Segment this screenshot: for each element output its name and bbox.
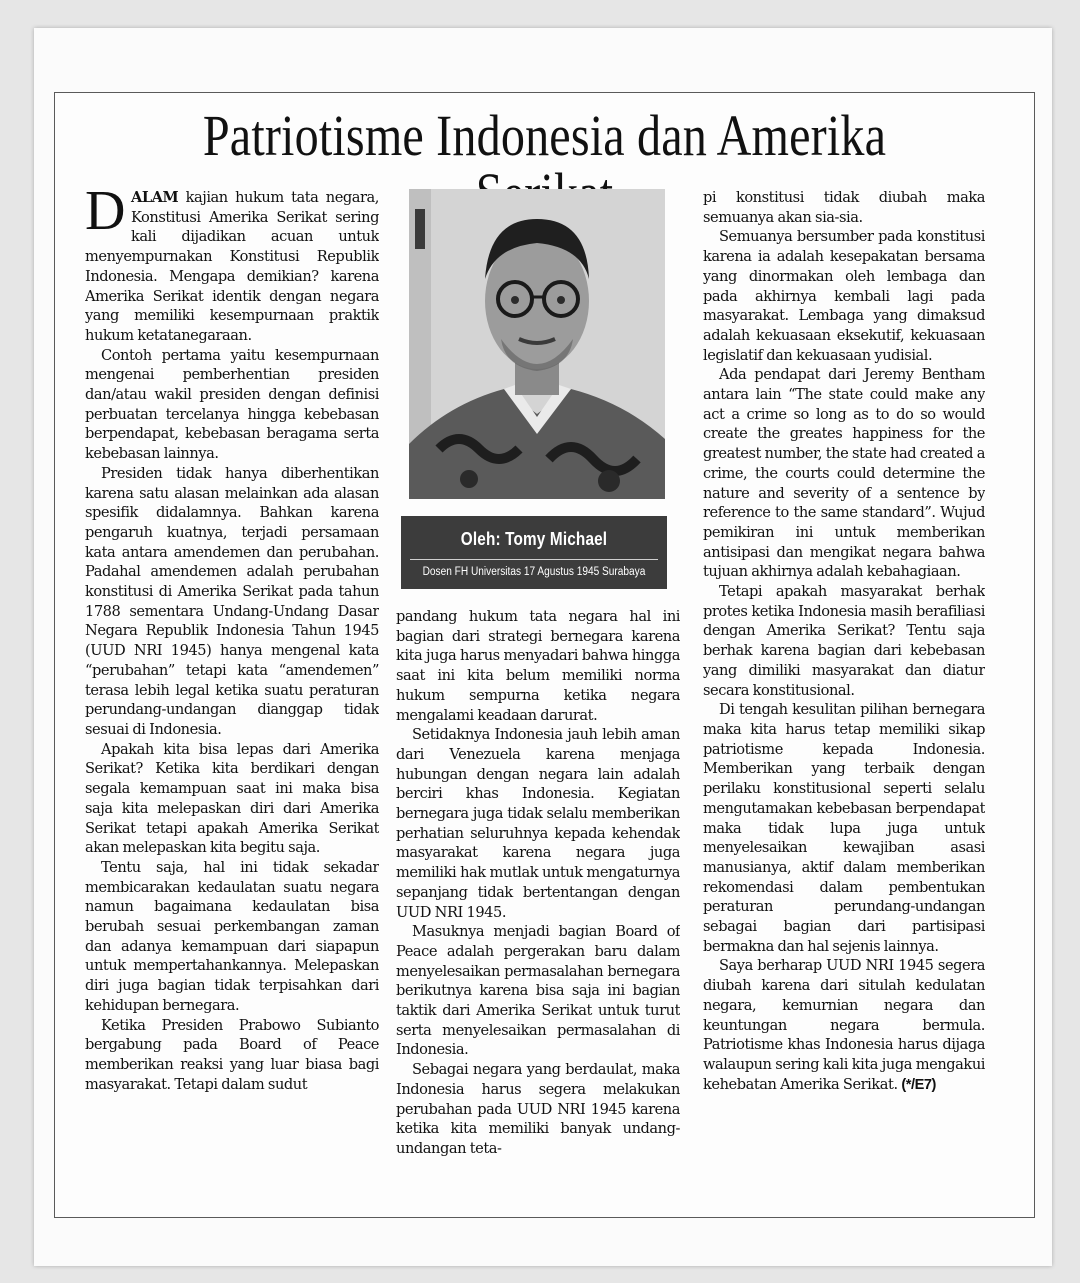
paragraph: Ada pendapat dari Jeremy Bentham antara lain “The state could make any act a crime so long as to do so would create the greates happiness for the greatest number, the state had created a crime, the courts could determine the nature and severity of a sentence by reference to the same standard”. Wujud pemikiran ini untuk memberikan antisipasi dan mengikat negara bahwa tujuan akhirnya adalah kebahagiaan.	[703, 366, 985, 581]
author-portrait-illustration	[409, 189, 665, 499]
lead-word: ALAM	[131, 189, 179, 206]
paragraph: Tentu saja, hal ini tidak sekadar membicarakan kedaulatan suatu negara namun bagaimana kedaulatan bisa berubah sesuai perkembangan zaman dan adanya kemampuan dari siapapun untuk mempertahankannya. Melepaskan diri juga bagian tidak terpisahkan dari kehidupan bernegara.	[85, 858, 379, 1014]
author-name: Oleh: Tomy Michael	[460, 529, 608, 549]
paragraph: Apakah kita bisa lepas dari Amerika Serikat? Ketika kita berdikari dengan segala kemampuan saat ini maka bisa saja kita melepaskan diri dari Amerika Serikat tetapi apakah Amerika Serikat akan melepaskan kita begitu saja.	[85, 740, 379, 857]
article-headline: Patriotisme Indonesia dan Amerika	[202, 103, 887, 168]
lead-paragraph-text: kajian hukum tata negara, Konstitusi Amerika Serikat sering kali dijadikan acuan untuk menyempurnakan Konstitusi Republik Indonesia. Mengapa demikian? karena Amerika Serikat identik dengan negara yang memiliki kesempurnaan praktik hukum ketatanegaraan.	[85, 189, 379, 344]
closing-paragraph-text: Saya berharap UUD NRI 1945 segera diubah karena dari situlah kedulatan negara, kemurnian negara dan keuntungan negara bermula. Patriotisme khas Indonesia harus dijaga walaupun sering kali kita juga mengakui kehebatan Amerika Serikat.	[703, 957, 985, 1093]
paragraph-continuation: pi konstitusi tidak diubah maka semuanya akan sia-sia.	[703, 189, 985, 226]
paragraph-continuation: pandang hukum tata negara hal ini bagian dari strategi bernegara karena kita juga harus menyadari bahwa hingga saat ini kita belum memiliki norma hukum sempurna ketika negara mengalami keadaan darurat.	[396, 608, 680, 724]
author-photo	[409, 189, 665, 499]
paragraph: Di tengah kesulitan pilihan bernegara maka kita harus tetap memiliki sikap patriotisme kepada Indonesia. Memberikan yang terbaik dengan perilaku konstitusional seperti selalu mengutamakan kebebasan berpendapat maka tidak lupa juga untuk menyelesaikan kewajiban asasi manusianya, aktif dalam memberikan rekomendasi dalam pembentukan peraturan perundang-undangan sebagai bagian dari partisipasi bermakna dan hal sejenis lainnya.	[703, 701, 985, 955]
article-column-3	[703, 188, 985, 1203]
paragraph: Tetapi apakah masyarakat berhak protes ketika Indonesia masih berafiliasi dengan Amerika Serikat? Tentu saja berhak karena bagian dari kebebasan yang dimiliki masyarakat dan diatur secara konstitusional.	[703, 583, 985, 699]
newspaper-page	[34, 28, 1052, 1266]
article-column-2	[396, 607, 680, 1202]
paragraph: Semuanya bersumber pada konstitusi karena ia adalah kesepakatan bersama yang dinormakan oleh lembaga dan pada akhirnya kembali lagi pada masyarakat. Lembaga yang dimaksud adalah kekuasaan eksekutif, kekuasaan legislatif dan kekuasaan yudisial.	[703, 228, 985, 364]
byline-divider	[410, 559, 658, 560]
paragraph: Setidaknya Indonesia jauh lebih aman dari Venezuela karena menjaga hubungan dengan negara lain adalah berciri khas Indonesia. Kegiatan bernegara juga tidak selalu memberikan perhatian seluruhnya kepada kehendak masyarakat karena negara juga memiliki hak mutlak untuk mengaturnya sepanjang tidak bertentangan dengan UUD NRI 1945.	[396, 726, 680, 921]
paragraph: Ketika Presiden Prabowo Subianto bergabung pada Board of Peace memberikan reaksi yang luar biasa bagi masyarakat. Tetapi dalam sudut	[85, 1016, 379, 1093]
paragraph: Contoh pertama yaitu kesempurnaan mengenai pemberhentian presiden dan/atau wakil presiden dengan definisi perbuatan tercelanya hingga kebebasan berpendapat, kebebasan beragama serta kebebasan lainnya.	[85, 346, 379, 463]
paragraph: Masuknya menjadi bagian Board of Peace adalah pergerakan baru dalam menyelesaikan permasalahan bernegara berikutnya karena bisa saja ini bagian taktik dari Amerika Serikat untuk turut serta menyelesaikan permasalahan di Indonesia.	[396, 923, 680, 1059]
paragraph: Presiden tidak hanya diberhentikan karena satu alasan melainkan ada alasan spesifik didalamnya. Bahkan karena pengaruh kuatnya, terjadi persamaan kata antara amendemen dan perubahan. Padahal amendemen adalah perubahan konstitusi di Amerika Serikat pada tahun 1788 sementara Undang-Undang Dasar Negara Republik Indonesia Tahun 1945 (UUD NRI 1945) hanya mengenal kata “perubahan” tetapi kata “amendemen” terasa lebih legal ketika suatu peraturan perundang-undangan dianggap tidak sesuai di Indonesia.	[85, 464, 379, 738]
drop-cap: D	[85, 188, 125, 242]
editor-signoff: (*/E7)	[901, 1076, 936, 1093]
article-column-1	[85, 188, 379, 1200]
lead-paragraph	[85, 188, 379, 346]
paragraph: Sebagai negara yang berdaulat, maka Indonesia harus segera melakukan perubahan pada UUD NRI 1945 karena ketika kita memiliki banyak undang-undangan teta-	[396, 1061, 680, 1157]
article-frame	[54, 92, 1035, 1218]
closing-paragraph	[703, 956, 985, 1095]
byline-box	[401, 516, 667, 589]
author-affiliation: Dosen FH Universitas 17 Agustus 1945 Surabaya	[422, 566, 646, 578]
